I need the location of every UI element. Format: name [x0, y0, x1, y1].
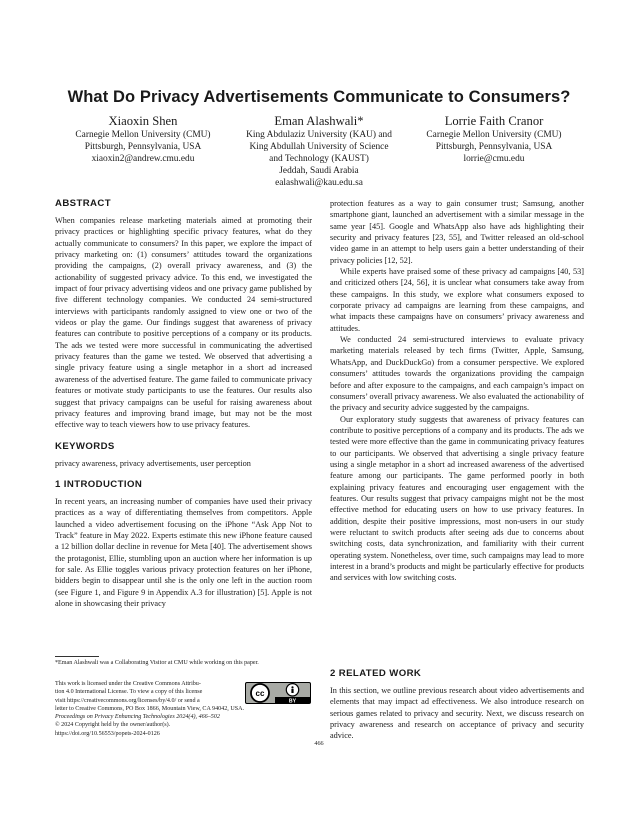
author-email: ealashwali@kau.edu.sa [275, 177, 363, 188]
author-name: Eman Alashwali* [274, 114, 364, 128]
author-affiliation: King Abdullah University of Science [249, 141, 389, 152]
introduction-paragraph: Our exploratory study suggests that awareness of privacy features can contribute to positive perceptions of a company and its products. The ads we tested were more effective than the game in communicating privacy features to our participants. We observed that advertising a single privacy feature using a single metaphor in a short ad increased awareness of the advertised feature among our participants. The game performed poorly in both explaining privacy features and encouraging user engagement with the features. Our results suggest that privacy campaigns might not be the most effective method for educating users on how to use privacy features. In addition, despite their positive impressions, most non-users in our study were reluctant to switch products after seeing ads due to concerns about switching costs, data synchronization, and familiarity with their current operating system. Nonetheless, over time, such campaigns may lead to more interest in a brand’s products and might be particularly effective for products and services with low switching costs. [330, 414, 584, 583]
related-work-section [330, 668, 584, 742]
author-name: Xiaoxin Shen [108, 114, 178, 128]
introduction-paragraph: protection features as a way to gain consumer trust; Samsung, another smartphone giant, launched an advertisement with a similar message in the same year [45]. Google and WhatsApp also have ads highlighting their security and privacy features [23, 55], and Twitter released an old-school video game in an attempt to help users gain a better understanding of their privacy policies [12, 52]. [330, 199, 584, 265]
author-location: Pittsburgh, Pennsylvania, USA [435, 141, 553, 152]
related-work-heading: 2 RELATED WORK [330, 668, 422, 679]
footnote-rule [55, 656, 99, 657]
doi-link[interactable]: https://doi.org/10.56553/popets-2024-0126 [55, 730, 160, 737]
license-line: tion 4.0 International License. To view a copy of this license [55, 689, 203, 696]
license-line: This work is licensed under the Creative Commons Attribu- [55, 681, 201, 687]
author-block [226, 114, 412, 190]
author-location: Jeddah, Saudi Arabia [279, 165, 359, 176]
cc-by-label: BY [288, 698, 297, 704]
author-block [405, 114, 583, 166]
author-name: Lorrie Faith Cranor [444, 114, 544, 128]
author-location: Pittsburgh, Pennsylvania, USA [84, 141, 202, 152]
footnote: *Eman Alashwali was a Collaborating Visitor at CMU while working on this paper. [55, 660, 259, 666]
related-work-paragraph: In this section, we outline previous research about video advertisements and elements that may impact ad effectiveness. We also introduce research on serious games related to privacy and security. Next, we discuss research on privacy awareness and research on acceptance of privacy and security advice. [330, 686, 584, 741]
license-line: letter to Creative Commons, PO Box 1866, Mountain View, CA 94042, USA. [55, 705, 245, 712]
introduction-paragraph: While experts have praised some of these privacy ad campaigns [40, 53] and criticized others [24, 56], it is unclear what consumers take away from these campaigns. In this study, we explore what consumers exposed to corporate privacy ad campaigns are learning from these campaigns, and what impacts these campaigns have on consumers’ privacy awareness and attitudes. [330, 267, 584, 333]
keywords-heading: KEYWORDS [55, 440, 115, 452]
license-text [55, 680, 241, 705]
abstract-text: When companies release marketing materials aimed at promoting their privacy practices or highlighting specific privacy features, what do they actually communicate to consumers? In this paper, we explore the impact of privacy marketing on: (1) consumers’ attitudes toward the organizations providing the campaigns, (2) overall privacy awareness, and (3) the actionability of suggested privacy advice. To this end, we investigated the impact of four privacy advertising videos and one privacy game published by five different technology companies. We conducted 24 semi-structured interviews with participants randomly assigned to view one or two of the videos or play the game. Our findings suggest that awareness of privacy features can contribute to positive perceptions of a company or its products. The ads we tested were more successful in communicating the advertised privacy features than the game we tested. We observed that advertising a single privacy feature using a single metaphor in a short ad increased awareness of the advertised feature. The game failed to communicate privacy features or motivate study participants to use the features. Our results also suggest that privacy campaigns can be useful for raising awareness about privacy features and improving brand image, but may not be the most effective way to teach viewers how to use privacy features. [55, 216, 312, 430]
page-number: 466 [314, 740, 324, 747]
copyright-notice: © 2024 Copyright held by the owner/author(s). [55, 722, 171, 729]
author-affiliation: King Abdulaziz University (KAU) and [246, 130, 392, 140]
introduction-heading: 1 INTRODUCTION [55, 478, 143, 490]
author-email: xiaoxin2@andrew.cmu.edu [91, 153, 195, 164]
keywords-text: privacy awareness, privacy advertisements, user perception [55, 458, 251, 468]
paper-title: What Do Privacy Advertisements Communicate to Consumers? [67, 88, 571, 106]
proceedings-citation: Proceedings on Privacy Enhancing Technologies 2024(4), 466–502 [55, 714, 220, 721]
author-affiliation: Carnegie Mellon University (CMU) [75, 130, 211, 140]
left-column [55, 198, 312, 609]
svg-text:cc: cc [255, 688, 265, 698]
author-affiliation: and Technology (KAUST) [269, 153, 369, 164]
license-line: visit https://creativecommons.org/licenses/by/4.0/ or send a [55, 697, 200, 704]
cc-by-license-icon [245, 682, 311, 704]
abstract-heading: ABSTRACT [55, 198, 111, 209]
author-block [58, 114, 228, 166]
author-email: lorrie@cmu.edu [463, 153, 525, 164]
right-column [330, 198, 584, 584]
introduction-paragraph: In recent years, an increasing number of companies have used their privacy practices as a way of differentiating themselves from competitors. Apple launched a video advertisement focusing on the iPhone “Ask App Not to Track” feature in May 2022. Experts estimate this new iPhone feature caused a 12 billion dollar decline in revenue for Meta [40]. The advertisement shows the protagonist, Ellie, stumbling upon an auction where her information is up for sale. As Ellie toggles various privacy protection features on her iPhone, bidders begin to disappear until she is the only one left in the auction room (see Figure 1, and Figure 9 in Appendix A.3 for illustration) [5]. Apple is not alone in showcasing their privacy [55, 496, 312, 608]
license-block [55, 680, 312, 738]
introduction-paragraph: We conducted 24 semi-structured interviews to evaluate privacy marketing materials released by tech firms (Twitter, Apple, Samsung, WhatsApp, and DuckDuckGo) from a consumer perspective. We explored consumers’ attitudes towards the organizations providing the campaign before and after exposure to the campaigns, and each campaign’s impact on consumers’ overall privacy awareness. We also evaluated the actionability of the privacy and security advice suggested by the campaigns. [330, 335, 584, 413]
author-affiliation: Carnegie Mellon University (CMU) [426, 130, 562, 140]
